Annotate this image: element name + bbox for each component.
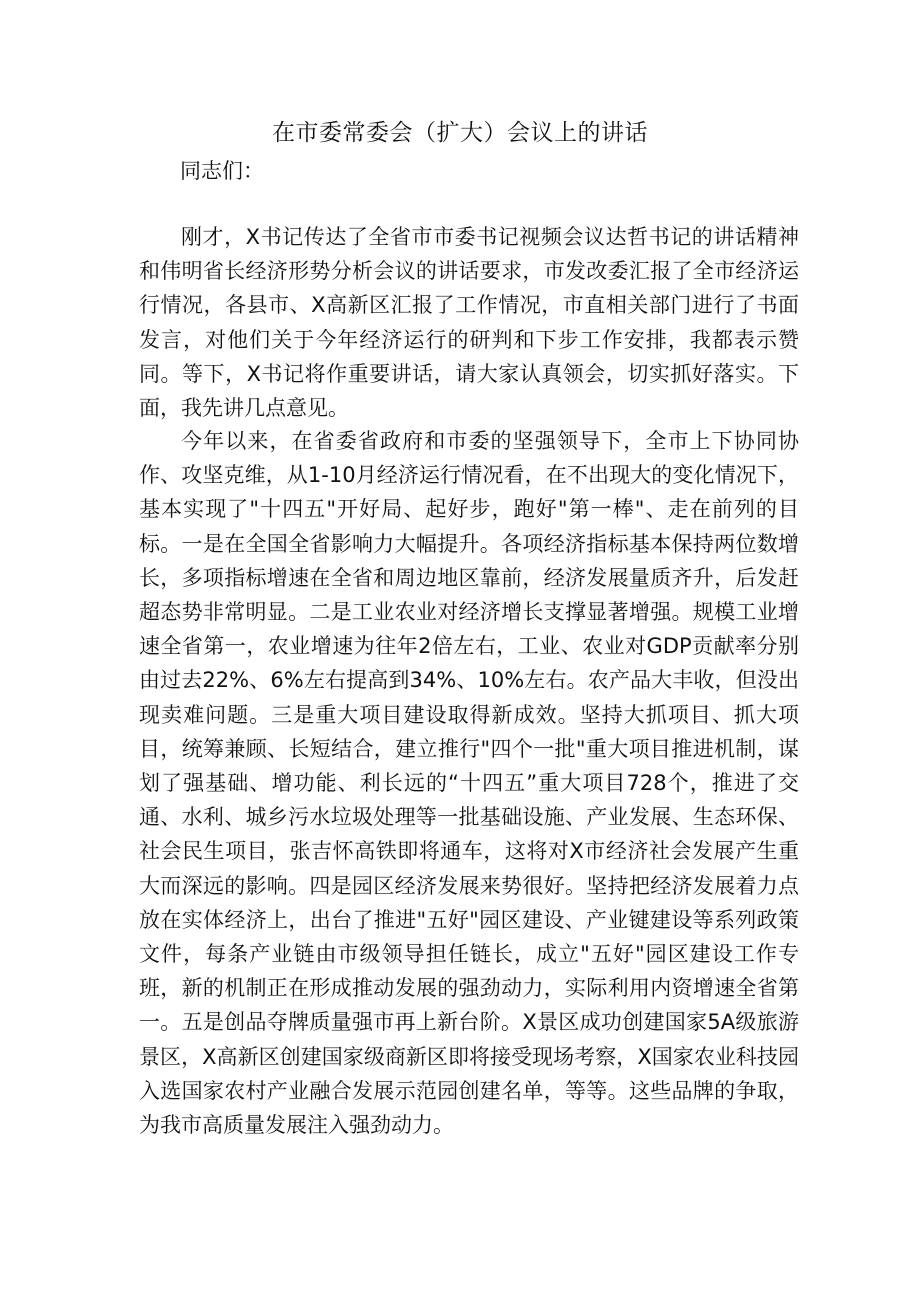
paragraph-1: 刚才，X书记传达了全省市市委书记视频会议达哲书记的讲话精神和伟明省长经济形势分析会议的讲话要求，市发改委汇报了全市经济运行情况，各县市、X高新区汇报了工作情况，市直相关部门进行了书面发言，对他们关于今年经济运行的研判和下步工作安排，我都表示赞同。等下，X书记将作重要讲话，请大家认真领会，切实抓好落实。下面，我先讲几点意见。 [139,225,799,421]
salutation: 同志们： [180,159,264,183]
paragraph-2: 今年以来，在省委省政府和市委的坚强领导下，全市上下协同协作、攻坚克维，从1-10月经济运行情况看，在不出现大的变化情况下，基本实现了"十四五"开好局、起好步，跑好"第一棒"、走在前列的目标。一是在全国全省影响力大幅提升。各项经济指标基本保持两位数增长，多项指标增速在全省和周边地区靠前，经济发展量质齐升，后发赶超态势非常明显。二是工业农业对经济增长支撑显著增强。规模工业增速全省第一，农业增速为往年2倍左右，工业、农业对GDP贡献率分别由过去22%、6%左右提高到34%、10%左右。农产品大丰收，但没出现卖难问题。三是重大项目建设取得新成效。坚持大抓项目、抓大项目，统筹兼顾、长短结合，建立推行"四个一批"重大项目推进机制，谋划了强基础、增功能、利长远的“十四五”重大项目728个，推进了交通、水利、城乡污水垃圾处理等一批基础设施、产业发展、生态环保、社会民生项目，张吉怀高铁即将通车，这将对X市经济社会发展产生重大而深远的影响。四是园区经济发展来势很好。坚持把经济发展着力点放在实体经济上，出台了推进"五好"园区建设、产业键建设等系列政策文件，每条产业链由市级领导担任链长，成立"五好"园区建设工作专班，新的机制正在形成推动发展的强劲动力，实际利用内资增速全省第一。五是创品夺牌质量强市再上新台阶。X景区成功创建国家5A级旅游景区，X高新区创建国家级商新区即将接受现场考察，X国家农业科技园入选国家农村产业融合发展示范园创建名单，等等。这些品牌的争取，为我市高质量发展注入强劲动力。 [139,429,799,1138]
document-title: 在市委常委会（扩大）会议上的讲话 [272,120,648,146]
